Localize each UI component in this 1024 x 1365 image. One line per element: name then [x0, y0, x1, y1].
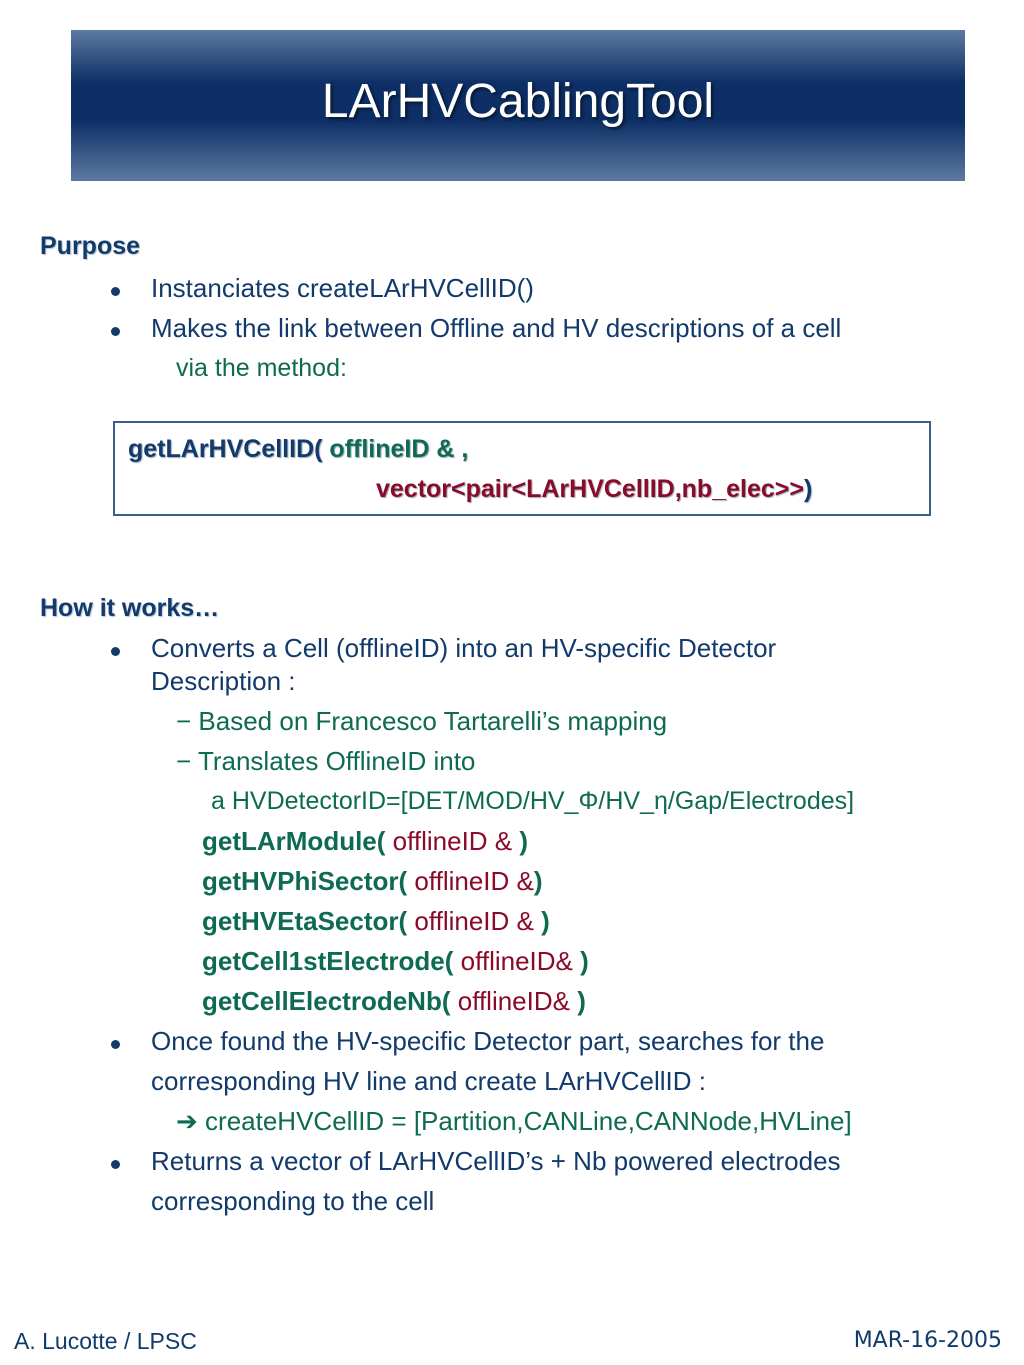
method-close: ) — [512, 826, 529, 856]
signature-function-name: getLArHVCellID( — [128, 435, 323, 463]
method-arg: offlineID & — [414, 866, 534, 896]
slide-title: LArHVCablingTool — [321, 75, 715, 128]
sub-item-translates: − Translates OfflineID into — [176, 746, 476, 776]
purpose-bullet-2: Makes the link between Offline and HV descriptions of a cell — [151, 313, 842, 343]
method-signature-box — [113, 421, 931, 516]
method-arg: offlineID & — [392, 826, 513, 856]
purpose-bullet-1: Instanciates createLArHVCellID() — [151, 273, 534, 303]
how-bullet-3-line-1: Returns a vector of LArHVCellID’s + Nb powered electrodes — [151, 1146, 841, 1176]
how-bullet-2-line-1: Once found the HV-specific Detector part, searches for the — [151, 1026, 825, 1056]
signature-arg-2: vector<pair<LArHVCellID,nb_elec>> — [376, 475, 804, 503]
purpose-heading: Purpose — [40, 232, 141, 260]
bullet-dot — [111, 1160, 120, 1169]
bullet-dot — [111, 327, 120, 336]
signature-close: ) — [803, 475, 813, 503]
bullet-dot — [111, 647, 120, 656]
method-close: ) — [533, 866, 543, 896]
title-banner — [71, 30, 965, 181]
method-name: getCellElectrodeNb( — [202, 986, 451, 1016]
method-close: ) — [570, 986, 586, 1016]
footer-date: MAR-16-2005 — [853, 1328, 1002, 1353]
signature-line-1 — [128, 435, 468, 464]
create-hv-cell-id-line — [176, 1106, 852, 1137]
method-arg: offlineID & — [414, 906, 534, 936]
signature-line-2 — [376, 475, 812, 504]
create-hv-cell-id-text: createHVCellID = [Partition,CANLine,CANNode,HVLine] — [205, 1106, 852, 1136]
method-item — [202, 826, 528, 857]
method-arg: offlineID& — [460, 946, 573, 976]
footer-author: A. Lucotte / LPSC — [14, 1328, 197, 1354]
arrow-right-icon: ➔ — [176, 1106, 198, 1136]
bullet-dot — [111, 287, 120, 296]
via-method-text: via the method: — [176, 354, 347, 382]
method-name: getLArModule( — [202, 826, 386, 856]
how-bullet-1-line-1: Converts a Cell (offlineID) into an HV-specific Detector — [151, 633, 777, 663]
bullet-dot — [111, 1040, 120, 1049]
method-item — [202, 946, 589, 977]
method-arg: offlineID& — [457, 986, 570, 1016]
method-name: getHVEtaSector( — [202, 906, 408, 936]
method-item — [202, 906, 550, 937]
how-bullet-3-line-2: corresponding to the cell — [151, 1186, 435, 1216]
signature-arg-1: offlineID & , — [329, 435, 469, 463]
how-bullet-2-line-2: corresponding HV line and create LArHVCellID : — [151, 1066, 706, 1096]
method-name: getCell1stElectrode( — [202, 946, 454, 976]
method-close: ) — [572, 946, 589, 976]
method-item — [202, 866, 543, 897]
how-it-works-heading: How it works… — [40, 594, 220, 622]
hv-detector-id-text: a HVDetectorID=[DET/MOD/HV_Φ/HV_η/Gap/Electrodes] — [211, 787, 855, 815]
sub-item-mapping: − Based on Francesco Tartarelli’s mapping — [176, 706, 668, 736]
method-item — [202, 986, 586, 1017]
how-bullet-1-line-2: Description : — [151, 666, 296, 696]
method-name: getHVPhiSector( — [202, 866, 408, 896]
method-close: ) — [533, 906, 550, 936]
